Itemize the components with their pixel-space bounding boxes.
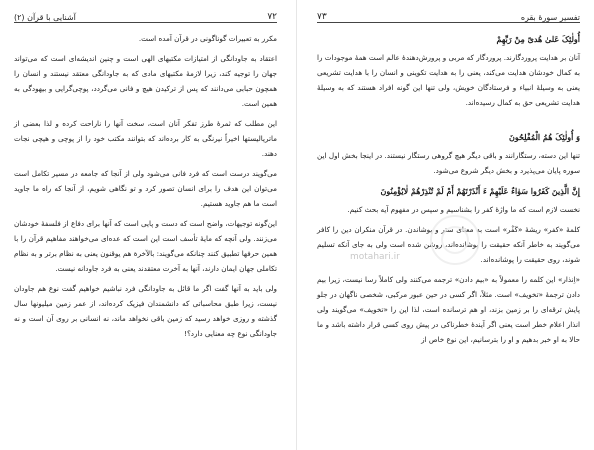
right-page-number: ۷۳ [317, 12, 327, 22]
left-paragraph: مکرر به تعبیرات گوناگونی در قرآن آمده است. [138, 34, 277, 43]
left-page-title: آشنایی با قرآن (۲) [14, 13, 76, 22]
right-paragraph: نخست لازم است که ما واژهٔ کفر را بشناسیم و سپس در مفهوم آیه بحث کنیم. [347, 205, 580, 214]
watermark-seal-icon [430, 215, 480, 265]
section-spacer [317, 115, 580, 127]
left-page-header [14, 6, 277, 23]
right-paragraph: تنها این دسته، رستگارانند و باقی دیگر هیچ گروهی رستگار نیستند. در اینجا بخش اول این سوره پایان می‌پذیرد و بخش دیگر شروع می‌شود. [317, 151, 580, 175]
quran-verse-2: وَ أُولٰئِکَ هُمُ الْمُفْلِحُونَ [508, 132, 580, 142]
watermark-text: motahari.ir [350, 252, 400, 262]
left-paragraph: ولی باید به آنها گفت اگر ما قائل به جاودانگی فرد نباشیم خواهیم گفت نوع هم جاودان نیست، زیرا طبق محاسباتی که دانشمندان فیزیک کرده‌اند، از عمر زمین میلیونها سال گذشته و روزی خواهد رسید که زمین باقی نخواهد ماند، نه انسانی بر روی آن است و نه جاودانگی نوع چه معنایی دارد؟! [14, 284, 277, 338]
left-paragraph: این‌گونه توجیهات، واضح است که دست و پایی است که آنها برای دفاع از فلسفهٔ خودشان می‌زنند. ولی آنچه که مایهٔ تأسف است این است که عده‌ای می‌خواهند مفاهیم قرآن را با همین حرفها تطبیق کنند چنانکه می‌گویند: بالآخرة هم یوقنون یعنی به نظام برتر و به نظام تکاملی جهان ایمان دارند، آنها به آخرت معتقدند یعنی به فرد جاودانه نیست. [14, 219, 277, 273]
right-paragraph: «اِنذار» این کلمه را معمولاً به «بیم دادن» ترجمه می‌کنند ولی کاملاً رسا نیست، زیرا بیم دادن ترجمهٔ «تخویف» است. مثلاً، اگر کسی در حین عبور مرکبی، شخصی ناگهان در جلو پایش ترقه‌ای را بر زمین بزند، او هم ترسانده است، لذا این را «تخویف» می‌گویند ولی انذار اعلام خطر است یعنی اگر آیندهٔ خطرناکی در پیش روی کسی قرار داشته باشد و ما حالا به او خبر بدهیم و او را بترسانیم، این نوع خاص از [317, 275, 580, 344]
left-page-number: ۷۲ [267, 12, 277, 22]
left-paragraph: این مطلب که ثمرهٔ طرز تفکر آنان است، سخت آنها را ناراحت کرده و لذا بعضی از ماتریالیستها اخیراً نیرنگی به کار برده‌اند که بتوانند مکتب خود را از پوچی و هیچی نجات دهند. [14, 119, 277, 158]
quran-verse-1: أُولٰئِکَ عَلیٰ هُدیً مِنْ رَبِّهِمْ [496, 34, 580, 44]
right-paragraph: کلمهٔ «کفر» ریشهٔ «کَفْر» است به معنای ستر و پوشاندن. در قرآن منکران دین را کافر می‌گویند به خاطر آنکه حقیقت را پوشانده‌اند، روشن شده است ولی به جای آنکه تسلیم شوند، روی حقیقت را پوشانده‌اند. [317, 225, 580, 264]
left-paragraph: اعتقاد به جاودانگی از امتیازات مکتبهای الهی است و چنین اندیشه‌ای است که می‌تواند جهان را توجیه کند، زیرا لازمهٔ مکتبهای مادی که به جاودانگی معتقد نیستند و انسان را همچون حبابی می‌دانند که پس از ترکیدن هیچ و فانی می‌گردد، پوچی‌گرایی و بیهودگی به همین است. [14, 54, 277, 108]
left-paragraph: می‌گویند درست است که فرد فانی می‌شود ولی از آنجا که جامعه در مسیر تکامل است می‌توان این هدف را برای انسان تصور کرد و تو نگاهی شویم، از آنجا که راه ما جاوید است ما هم جاوید هستیم. [14, 169, 277, 208]
quran-verse-3: إِنَّ الَّذِینَ کَفَرُوا سَوٰاءٌ عَلَیْهِمْ ءَ أَنْذَرْتَهُمْ أَمْ لَمْ تُنْذِرْهُمْ لٰایُؤْمِنُونَ [380, 186, 580, 196]
right-paragraph: آنان بر هدایت پروردگارند. پروردگار که مربی و پرورش‌دهندهٔ عالم است همهٔ موجودات را به کمال خودشان هدایت می‌کند، یعنی را به هدایت تکوینی و انسان را با هدایت تشریعی یعنی به وسیلهٔ انبیاء و فرستادگان خویش، ولی تنها این گونه افراد هستند که به وسیلهٔ هدایت تشریعی حق به کمال رسیده‌اند. [317, 53, 580, 107]
right-page-header [317, 6, 580, 23]
right-page-title: تفسیر سورهٔ بقره [520, 13, 580, 22]
